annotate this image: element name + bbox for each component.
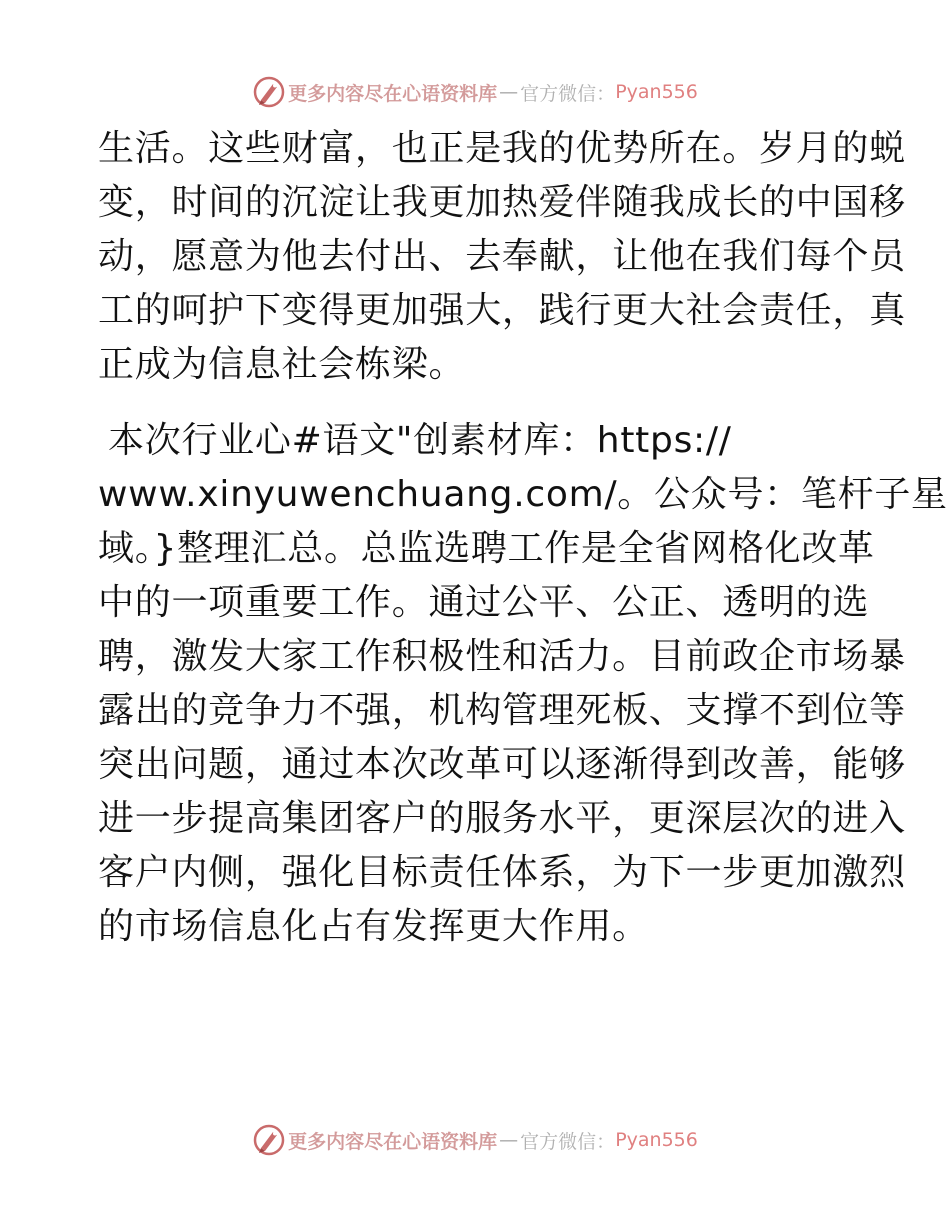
text-line: 露出的竞争力不强，机构管理死板、支撑不到位等: [98, 690, 906, 731]
watermark-title: 更多内容尽在心语资料库: [288, 82, 498, 105]
watermark-dash: —: [499, 1129, 519, 1151]
text-line: 域。}整理汇总。总监选聘工作是全省网格化改革: [98, 528, 875, 569]
watermark-dash: —: [499, 81, 519, 103]
text-line: 聘，激发大家工作积极性和活力。目前政企市场暴: [98, 636, 906, 677]
text-line: 正成为信息社会栋梁。: [98, 344, 466, 385]
pen-logo-icon: [252, 75, 286, 109]
watermark-wechat-id: Pyan556: [615, 81, 698, 103]
watermark-subtitle: 官方微信：: [520, 1130, 616, 1153]
text-line: 进一步提高集团客户的服务水平，更深层次的进入: [98, 798, 906, 839]
header-watermark: [0, 70, 950, 114]
text-line: www.xinyuwenchuang.com/。公众号：笔杆子星: [98, 474, 948, 515]
watermark-subtitle: 官方微信：: [520, 82, 616, 105]
watermark-wechat-id: Pyan556: [615, 1129, 698, 1151]
watermark-title: 更多内容尽在心语资料库: [288, 1130, 498, 1153]
footer-watermark: [0, 1118, 950, 1162]
pen-logo-icon: [252, 1123, 286, 1157]
text-line: 工的呵护下变得更加强大，践行更大社会责任，真: [98, 290, 906, 331]
text-line: 中的一项重要工作。通过公平、公正、透明的选: [98, 582, 870, 623]
document-body: [98, 122, 948, 954]
text-line: 生活。这些财富，也正是我的优势所在。岁月的蜕: [98, 128, 906, 169]
text-line: 变，时间的沉淀让我更加热爱伴随我成长的中国移: [98, 182, 906, 223]
text-line: 动，愿意为他去付出、去奉献，让他在我们每个员: [98, 236, 906, 277]
text-line: 本次行业心#语文"创素材库：https://: [108, 420, 732, 461]
text-line: 突出问题，通过本次改革可以逐渐得到改善，能够: [98, 744, 906, 785]
text-line: 的市场信息化占有发挥更大作用。: [98, 906, 649, 947]
paragraph-1: [98, 122, 906, 392]
paragraph-2: [98, 414, 948, 954]
text-line: 客户内侧，强化目标责任体系，为下一步更加激烈: [98, 852, 906, 893]
